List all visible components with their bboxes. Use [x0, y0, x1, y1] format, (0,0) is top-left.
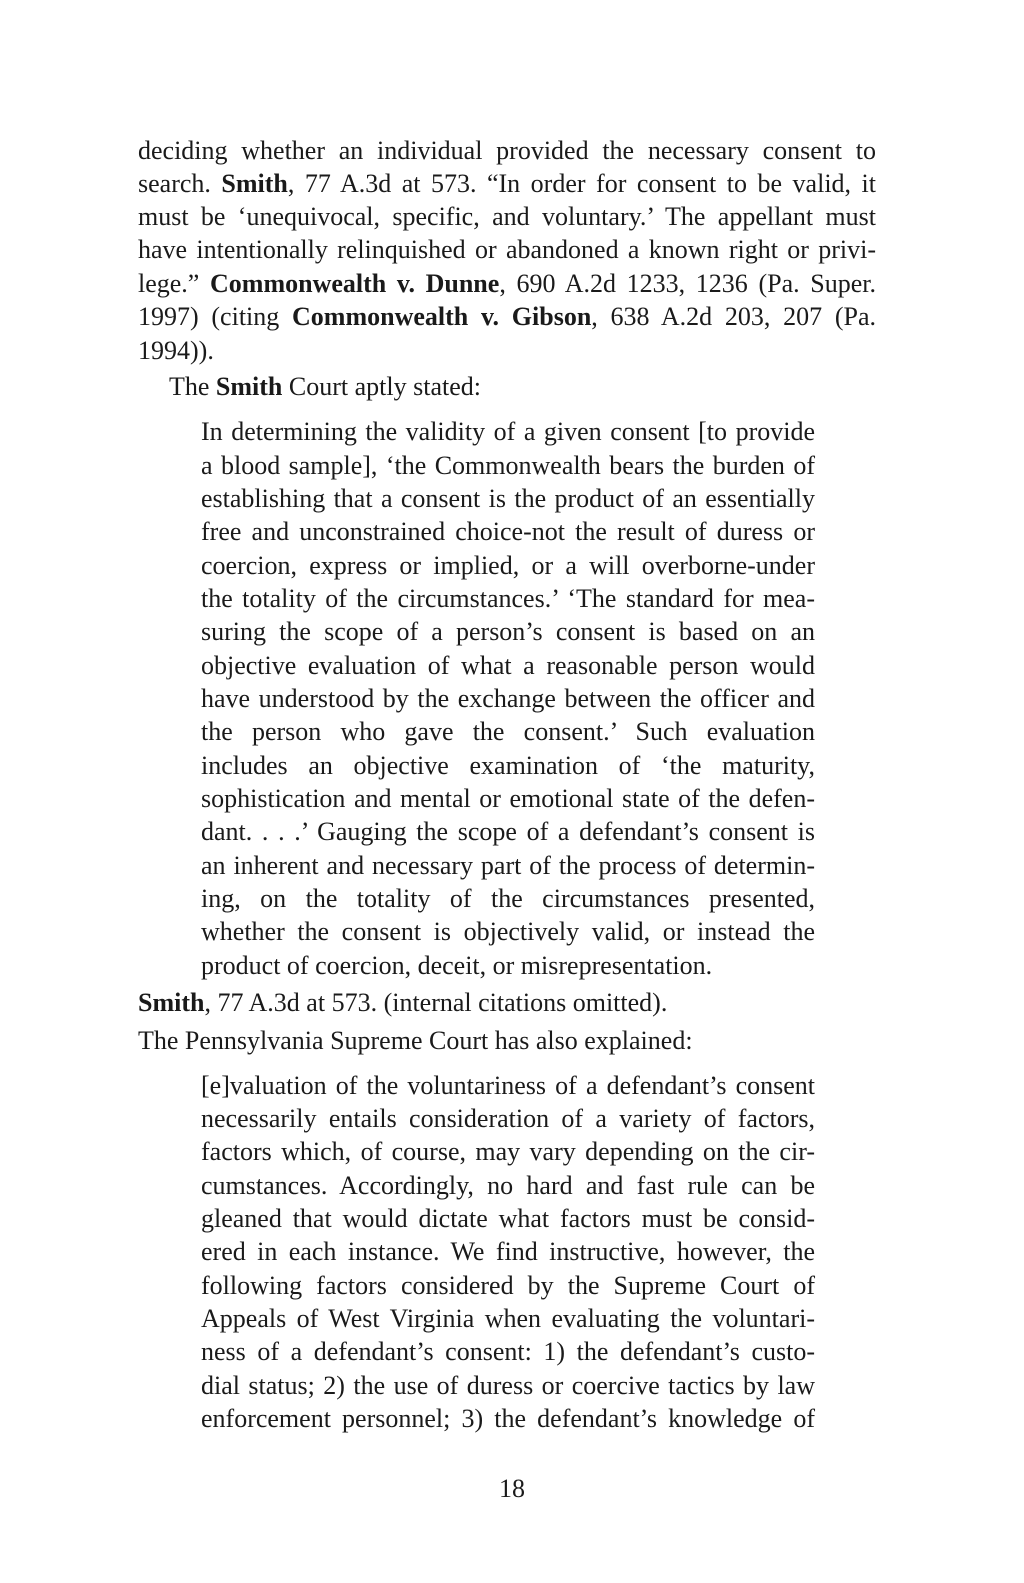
quote-line: necessarily entails consideration of a variety of factors,: [201, 1104, 815, 1133]
quote-line: factors which, of course, may vary depending on the cir-: [201, 1137, 815, 1166]
quote-line: suring the scope of a person’s consent is based on an: [201, 617, 815, 646]
quote-line: Appeals of West Virginia when evaluating the voluntari-: [201, 1304, 815, 1333]
page-number: 18: [499, 1474, 525, 1503]
quote-intro: The Smith Court aptly stated:: [169, 372, 481, 401]
quote-line: In determining the validity of a given consent [to provide: [201, 417, 815, 446]
quote-line: [e]valuation of the voluntariness of a defendant’s consent: [201, 1071, 815, 1100]
quote-line: an inherent and necessary part of the process of determin-: [201, 851, 815, 880]
quote-line: dial status; 2) the use of duress or coercive tactics by law: [201, 1371, 815, 1400]
quote-intro: The Pennsylvania Supreme Court has also explained:: [138, 1026, 693, 1055]
quote-line: cumstances. Accordingly, no hard and fast rule can be: [201, 1171, 815, 1200]
quote-line: establishing that a consent is the product of an essentially: [201, 484, 815, 513]
quote-line: whether the consent is objectively valid, or instead the: [201, 917, 815, 946]
citation: Smith, 77 A.3d at 573. (internal citations omitted).: [138, 988, 668, 1017]
quote-line: a blood sample], ‘the Commonwealth bears the burden of: [201, 451, 815, 480]
quote-line: ing, on the totality of the circumstances presented,: [201, 884, 815, 913]
quote-line: sophistication and mental or emotional state of the defen-: [201, 784, 815, 813]
quote-line: objective evaluation of what a reasonable person would: [201, 651, 815, 680]
paragraph-line: 1997) (citing Commonwealth v. Gibson, 638 A.2d 203, 207 (Pa.: [138, 302, 877, 331]
quote-line: ness of a defendant’s consent: 1) the defendant’s custo-: [201, 1337, 815, 1366]
quote-line: the person who gave the consent.’ Such evaluation: [201, 717, 815, 746]
paragraph-line: lege.” Commonwealth v. Dunne, 690 A.2d 1233, 1236 (Pa. Super.: [138, 269, 876, 298]
paragraph-line: deciding whether an individual provided the necessary consent to: [138, 136, 876, 165]
case-name-dunne: Commonwealth v. Dunne: [210, 269, 500, 298]
case-name-smith: Smith: [138, 988, 205, 1017]
quote-line: following factors considered by the Supreme Court of: [201, 1271, 815, 1300]
paragraph-line: must be ‘unequivocal, specific, and voluntary.’ The appellant must: [138, 202, 876, 231]
quote-line: includes an objective examination of ‘the maturity,: [201, 751, 815, 780]
paragraph-line: search. Smith, 77 A.3d at 573. “In order for consent to be valid, it: [138, 169, 876, 198]
case-name-smith: Smith: [221, 169, 288, 198]
case-name-smith: Smith: [215, 372, 283, 401]
quote-line: product of coercion, deceit, or misrepresentation.: [201, 951, 713, 980]
quote-line: gleaned that would dictate what factors must be consid-: [201, 1204, 815, 1233]
quote-line: ered in each instance. We find instructive, however, the: [201, 1237, 815, 1266]
quote-line: dant. . . .’ Gauging the scope of a defendant’s consent is: [201, 817, 815, 846]
quote-line: free and unconstrained choice-not the result of duress or: [201, 517, 815, 546]
quote-line: coercion, express or implied, or a will overborne-under: [201, 551, 815, 580]
quote-line: have understood by the exchange between the officer and: [201, 684, 815, 713]
quote-line: the totality of the circumstances.’ ‘The standard for mea-: [201, 584, 815, 613]
paragraph-line: have intentionally relinquished or abandoned a known right or privi-: [138, 235, 876, 264]
case-name-gibson: Commonwealth v. Gibson: [292, 302, 592, 331]
quote-line: enforcement personnel; 3) the defendant’s knowledge of: [201, 1404, 815, 1433]
paragraph-line: 1994)).: [138, 336, 214, 365]
